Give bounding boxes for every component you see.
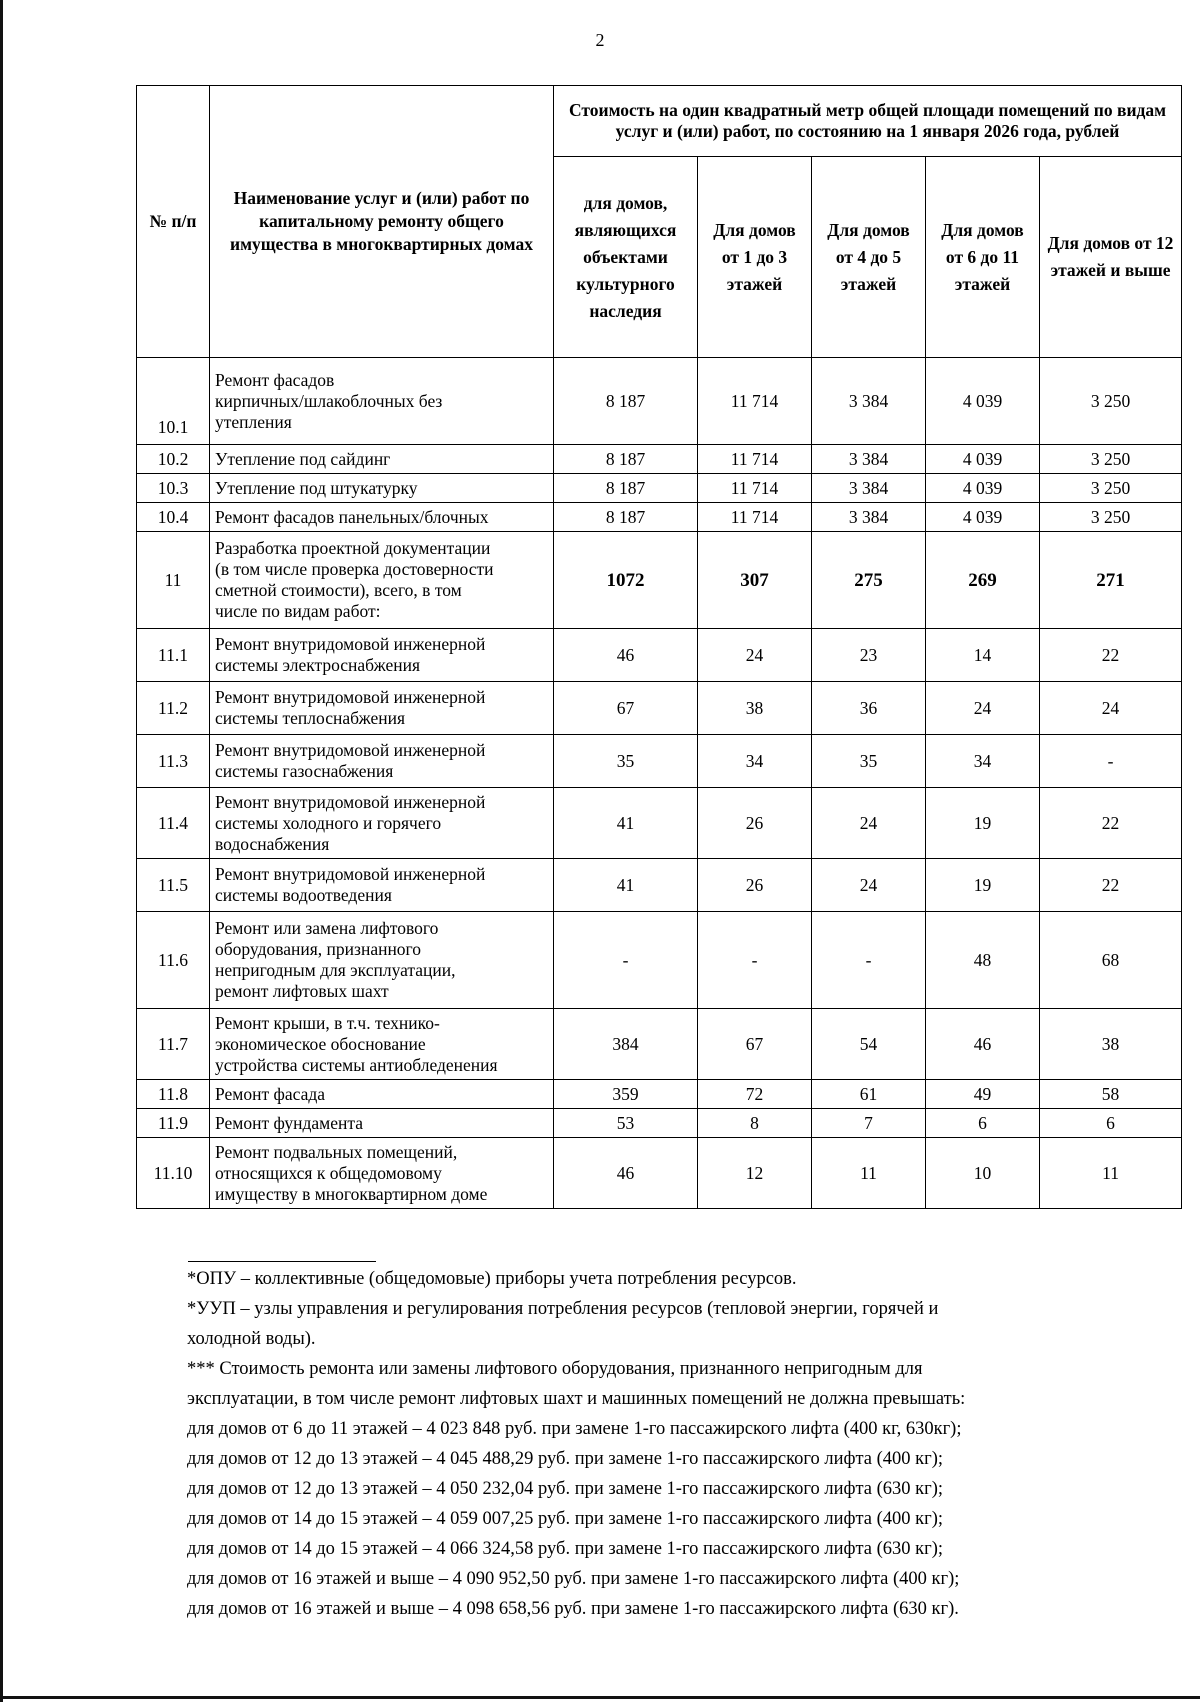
- row-value: 8 187: [554, 503, 698, 532]
- row-value: -: [812, 912, 926, 1009]
- row-value: 46: [926, 1009, 1040, 1080]
- row-value: 23: [812, 629, 926, 682]
- footnote-line: *** Стоимость ремонта или замены лифтового оборудования, признанного непригодным для: [187, 1359, 923, 1379]
- row-value: 24: [812, 859, 926, 912]
- row-value: 24: [812, 788, 926, 859]
- row-value: 22: [1040, 629, 1182, 682]
- row-name-line: Ремонт внутридомовой инженерной: [215, 864, 486, 884]
- row-name-line: Разработка проектной документации: [215, 538, 491, 558]
- row-name: [210, 503, 554, 532]
- row-number: 11.10: [137, 1138, 210, 1209]
- row-number: 11.4: [137, 788, 210, 859]
- row-value: 54: [812, 1009, 926, 1080]
- row-name-line: относящихся к общедомовому: [215, 1162, 442, 1183]
- footnote-line: для домов от 12 до 13 этажей – 4 050 232,04 руб. при замене 1-го пассажирского лифта (630 кг);: [187, 1479, 944, 1499]
- header-sub-1-3: Для домов от 1 до 3 этажей: [698, 157, 812, 358]
- row-name-line: системы газоснабжения: [215, 761, 394, 781]
- row-name: [210, 532, 554, 629]
- row-number: 11.8: [137, 1080, 210, 1109]
- row-name-line: Ремонт внутридомовой инженерной: [215, 740, 486, 760]
- row-name-line: Ремонт фасадов панельных/блочных: [215, 506, 489, 527]
- row-number: 11.6: [137, 912, 210, 1009]
- row-number: 10.3: [137, 474, 210, 503]
- row-value: 38: [698, 682, 812, 735]
- row-value: 48: [926, 912, 1040, 1009]
- row-number: 11.5: [137, 859, 210, 912]
- row-value: 271: [1040, 532, 1182, 629]
- header-sub-heritage: для домов, являющихся объектами культурного наследия: [554, 157, 698, 358]
- row-value: 24: [698, 629, 812, 682]
- row-name-line: имуществу в многоквартирном доме: [215, 1183, 488, 1204]
- footnote-line: для домов от 14 до 15 этажей – 4 066 324,58 руб. при замене 1-го пассажирского лифта (630 кг);: [187, 1539, 944, 1559]
- row-value: 3 384: [812, 445, 926, 474]
- row-value: 11: [1040, 1138, 1182, 1209]
- row-name-line: Ремонт подвальных помещений,: [215, 1141, 458, 1162]
- row-value: 35: [554, 735, 698, 788]
- row-name-line: экономическое обоснование: [215, 1033, 426, 1054]
- row-value: 26: [698, 788, 812, 859]
- scan-edge-left: [0, 0, 3, 1702]
- row-value: 8 187: [554, 474, 698, 503]
- table-row: [137, 682, 1182, 735]
- row-name: [210, 1109, 554, 1138]
- row-value: 53: [554, 1109, 698, 1138]
- footnote-line: для домов от 14 до 15 этажей – 4 059 007,25 руб. при замене 1-го пассажирского лифта (400 кг);: [187, 1509, 944, 1529]
- row-value: 1072: [554, 532, 698, 629]
- table-row: [137, 1109, 1182, 1138]
- footnote-line: эксплуатации, в том числе ремонт лифтовых шахт и машинных помещений не должна превышать:: [187, 1389, 966, 1409]
- row-value: 68: [1040, 912, 1182, 1009]
- row-value: 359: [554, 1080, 698, 1109]
- row-name-line: числе по видам работ:: [215, 601, 381, 621]
- row-name-line: (в том числе проверка достоверности: [215, 559, 494, 579]
- table-row: [137, 358, 1182, 445]
- row-value: 11 714: [698, 358, 812, 445]
- header-sub-12-plus: Для домов от 12 этажей и выше: [1040, 157, 1182, 358]
- row-value: 3 384: [812, 503, 926, 532]
- footnote-line: холодной воды).: [187, 1329, 316, 1349]
- row-name-line: оборудования, признанного: [215, 939, 422, 959]
- row-name-line: утепления: [215, 411, 292, 432]
- row-value: 35: [812, 735, 926, 788]
- row-value: 26: [698, 859, 812, 912]
- row-value: 6: [926, 1109, 1040, 1138]
- row-value: 8 187: [554, 445, 698, 474]
- cost-table: [136, 85, 1182, 1209]
- row-value: 11 714: [698, 474, 812, 503]
- row-value: -: [1040, 735, 1182, 788]
- row-value: 38: [1040, 1009, 1182, 1080]
- footnote-line: для домов от 6 до 11 этажей – 4 023 848 руб. при замене 1-го пассажирского лифта (400 кг, 630кг);: [187, 1419, 962, 1439]
- row-name-line: Ремонт фасадов: [215, 369, 335, 390]
- row-value: 14: [926, 629, 1040, 682]
- row-name-line: Утепление под штукатурку: [215, 477, 418, 498]
- table-row: [137, 1080, 1182, 1109]
- header-sub-6-11: Для домов от 6 до 11 этажей: [926, 157, 1040, 358]
- footnote-line: *УУП – узлы управления и регулирования потребления ресурсов (тепловой энергии, горячей и: [187, 1299, 939, 1319]
- row-value: 3 250: [1040, 445, 1182, 474]
- row-value: 46: [554, 1138, 698, 1209]
- row-name: [210, 629, 554, 682]
- row-value: 3 384: [812, 358, 926, 445]
- row-name: [210, 788, 554, 859]
- row-name: [210, 358, 554, 445]
- row-name: [210, 1080, 554, 1109]
- row-value: 46: [554, 629, 698, 682]
- row-value: 24: [1040, 682, 1182, 735]
- footnotes: [187, 1264, 1147, 1624]
- row-value: 22: [1040, 788, 1182, 859]
- header-sub-4-5: Для домов от 4 до 5 этажей: [812, 157, 926, 358]
- row-value: 4 039: [926, 445, 1040, 474]
- row-value: 4 039: [926, 358, 1040, 445]
- row-number: 10.1: [137, 358, 210, 445]
- table-row: [137, 912, 1182, 1009]
- row-value: 72: [698, 1080, 812, 1109]
- row-value: 3 250: [1040, 503, 1182, 532]
- row-name-line: Ремонт фасада: [215, 1083, 326, 1104]
- row-number: 11.7: [137, 1009, 210, 1080]
- row-value: 10: [926, 1138, 1040, 1209]
- row-value: 3 250: [1040, 358, 1182, 445]
- row-value: -: [554, 912, 698, 1009]
- row-name: [210, 912, 554, 1009]
- row-value: 6: [1040, 1109, 1182, 1138]
- table-row: [137, 445, 1182, 474]
- row-value: 67: [554, 682, 698, 735]
- row-value: 36: [812, 682, 926, 735]
- table-row: [137, 474, 1182, 503]
- row-name-line: сметной стоимости), всего, в том: [215, 580, 462, 600]
- row-value: 269: [926, 532, 1040, 629]
- row-value: 19: [926, 788, 1040, 859]
- row-value: 7: [812, 1109, 926, 1138]
- header-num: № п/п: [137, 86, 210, 358]
- row-number: 11.2: [137, 682, 210, 735]
- row-name-line: кирпичных/шлакоблочных без: [215, 390, 443, 411]
- row-name-line: Ремонт внутридомовой инженерной: [215, 687, 486, 707]
- table-row: [137, 859, 1182, 912]
- row-name-line: Ремонт внутридомовой инженерной: [215, 634, 486, 654]
- footnote-line: для домов от 16 этажей и выше – 4 098 658,56 руб. при замене 1-го пассажирского лифта (630 кг).: [187, 1599, 959, 1619]
- row-name-line: системы теплоснабжения: [215, 708, 405, 728]
- row-value: 4 039: [926, 503, 1040, 532]
- table-row: [137, 788, 1182, 859]
- table-row: [137, 629, 1182, 682]
- header-name: Наименование услуг и (или) работ по капитальному ремонту общего имущества в многоквартирных домах: [210, 86, 554, 358]
- row-name-line: Утепление под сайдинг: [215, 448, 391, 469]
- row-value: 11 714: [698, 503, 812, 532]
- row-value: 11 714: [698, 445, 812, 474]
- row-name-line: Ремонт или замена лифтового: [215, 918, 439, 938]
- row-name-line: ремонт лифтовых шахт: [215, 981, 389, 1001]
- row-value: 4 039: [926, 474, 1040, 503]
- row-name: [210, 1009, 554, 1080]
- row-value: 8: [698, 1109, 812, 1138]
- row-number: 10.4: [137, 503, 210, 532]
- page-number: 2: [595, 30, 605, 50]
- footnote-line: для домов от 16 этажей и выше – 4 090 952,50 руб. при замене 1-го пассажирского лифта (400 кг);: [187, 1569, 960, 1589]
- row-value: 41: [554, 788, 698, 859]
- row-name: [210, 445, 554, 474]
- row-value: 11: [812, 1138, 926, 1209]
- row-name-line: Ремонт фундамента: [215, 1112, 364, 1133]
- row-name-line: системы водоотведения: [215, 885, 392, 905]
- table-row: [137, 503, 1182, 532]
- row-value: -: [698, 912, 812, 1009]
- row-value: 384: [554, 1009, 698, 1080]
- row-name-line: Ремонт внутридомовой инженерной: [215, 791, 486, 812]
- footnote-line: *ОПУ – коллективные (общедомовые) приборы учета потребления ресурсов.: [187, 1269, 797, 1289]
- row-value: 3 384: [812, 474, 926, 503]
- row-value: 3 250: [1040, 474, 1182, 503]
- row-value: 34: [698, 735, 812, 788]
- row-value: 19: [926, 859, 1040, 912]
- row-number: 11: [137, 532, 210, 629]
- row-name-line: непригодным для эксплуатации,: [215, 960, 456, 980]
- scan-edge-bottom: [0, 1696, 1200, 1699]
- row-number: 11.9: [137, 1109, 210, 1138]
- row-name-line: Ремонт крыши, в т.ч. технико-: [215, 1012, 440, 1033]
- row-value: 24: [926, 682, 1040, 735]
- table-row: [137, 1138, 1182, 1209]
- row-value: 22: [1040, 859, 1182, 912]
- row-name: [210, 859, 554, 912]
- row-number: 11.1: [137, 629, 210, 682]
- table-row: [137, 532, 1182, 629]
- table-row: [137, 735, 1182, 788]
- header-cost: Стоимость на один квадратный метр общей площади помещений по видам услуг и (или) работ, по состоянию на 1 января 2026 года, рублей: [554, 86, 1182, 157]
- row-name: [210, 474, 554, 503]
- row-value: 12: [698, 1138, 812, 1209]
- row-value: 61: [812, 1080, 926, 1109]
- row-name-line: устройства системы антиобледенения: [215, 1054, 498, 1075]
- row-value: 8 187: [554, 358, 698, 445]
- row-name: [210, 735, 554, 788]
- footnote-separator: [188, 1261, 376, 1262]
- row-value: 67: [698, 1009, 812, 1080]
- row-number: 10.2: [137, 445, 210, 474]
- row-name: [210, 682, 554, 735]
- footnote-line: для домов от 12 до 13 этажей – 4 045 488,29 руб. при замене 1-го пассажирского лифта (400 кг);: [187, 1449, 944, 1469]
- row-name: [210, 1138, 554, 1209]
- row-value: 58: [1040, 1080, 1182, 1109]
- row-name-line: системы электроснабжения: [215, 655, 421, 675]
- row-value: 34: [926, 735, 1040, 788]
- row-value: 275: [812, 532, 926, 629]
- row-value: 49: [926, 1080, 1040, 1109]
- row-value: 41: [554, 859, 698, 912]
- row-number: 11.3: [137, 735, 210, 788]
- row-name-line: водоснабжения: [215, 833, 330, 854]
- row-value: 307: [698, 532, 812, 629]
- table-row: [137, 1009, 1182, 1080]
- row-name-line: системы холодного и горячего: [215, 812, 442, 833]
